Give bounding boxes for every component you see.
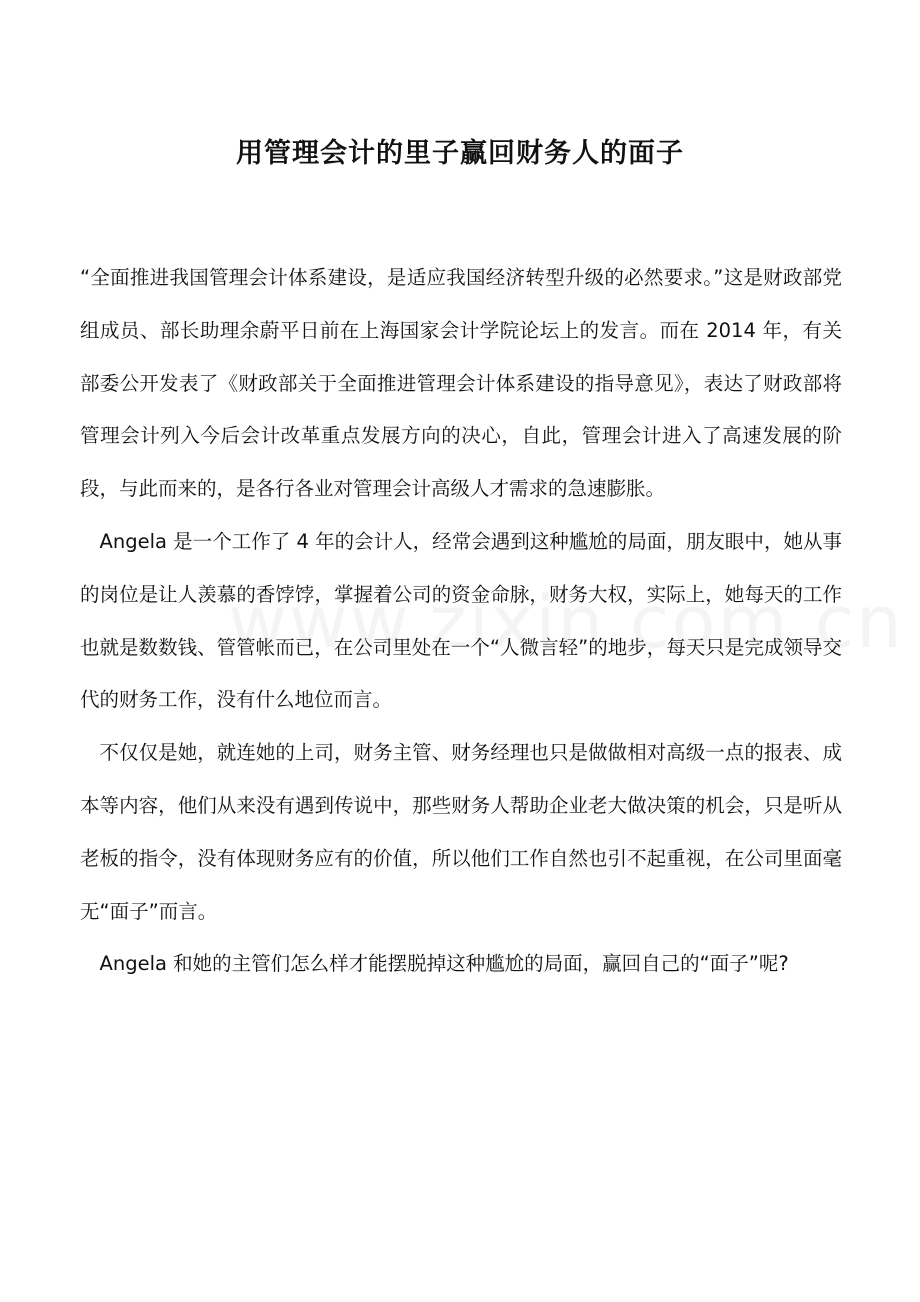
paragraph-supervisors: 不仅仅是她，就连她的上司，财务主管、财务经理也只是做做相对高级一点的报表、成本等内容，他们从来没有遇到传说中，那些财务人帮助企业老大做决策的机会，只是听从老板的指令，没有体现财务应有的价值，所以他们工作自然也引不起重视，在公司里面毫无“面子”而言。	[80, 741, 842, 923]
document-body	[80, 252, 842, 991]
document-title: 用管理会计的里子赢回财务人的面子	[236, 138, 684, 170]
paragraph-question: Angela 和她的主管们怎么样才能摆脱掉这种尴尬的局面，赢回自己的“面子”呢?	[80, 952, 789, 976]
paragraph-angela: Angela 是一个工作了 4 年的会计人，经常会遇到这种尴尬的局面，朋友眼中，她从事的岗位是让人羡慕的香饽饽，掌握着公司的资金命脉，财务大权，实际上，她每天的工作也就是数数钱、管管帐而已，在公司里处在一个“人微言轻”的地步，每天只是完成领导交代的财务工作，没有什么地位而言。	[80, 529, 842, 712]
paragraph-intro: “全面推进我国管理会计体系建设，是适应我国经济转型升级的必然要求。”这是财政部党组成员、部长助理余蔚平日前在上海国家会计学院论坛上的发言。而在 2014 年，有关部委公开发表了《财政部关于全面推进管理会计体系建设的指导意见》，表达了财政部将管理会计列入今后会计改革重点发展方向的决心，自此，管理会计进入了高速发展的阶段，与此而来的，是各行各业对管理会计高级人才需求的急速膨胀。	[80, 266, 842, 501]
